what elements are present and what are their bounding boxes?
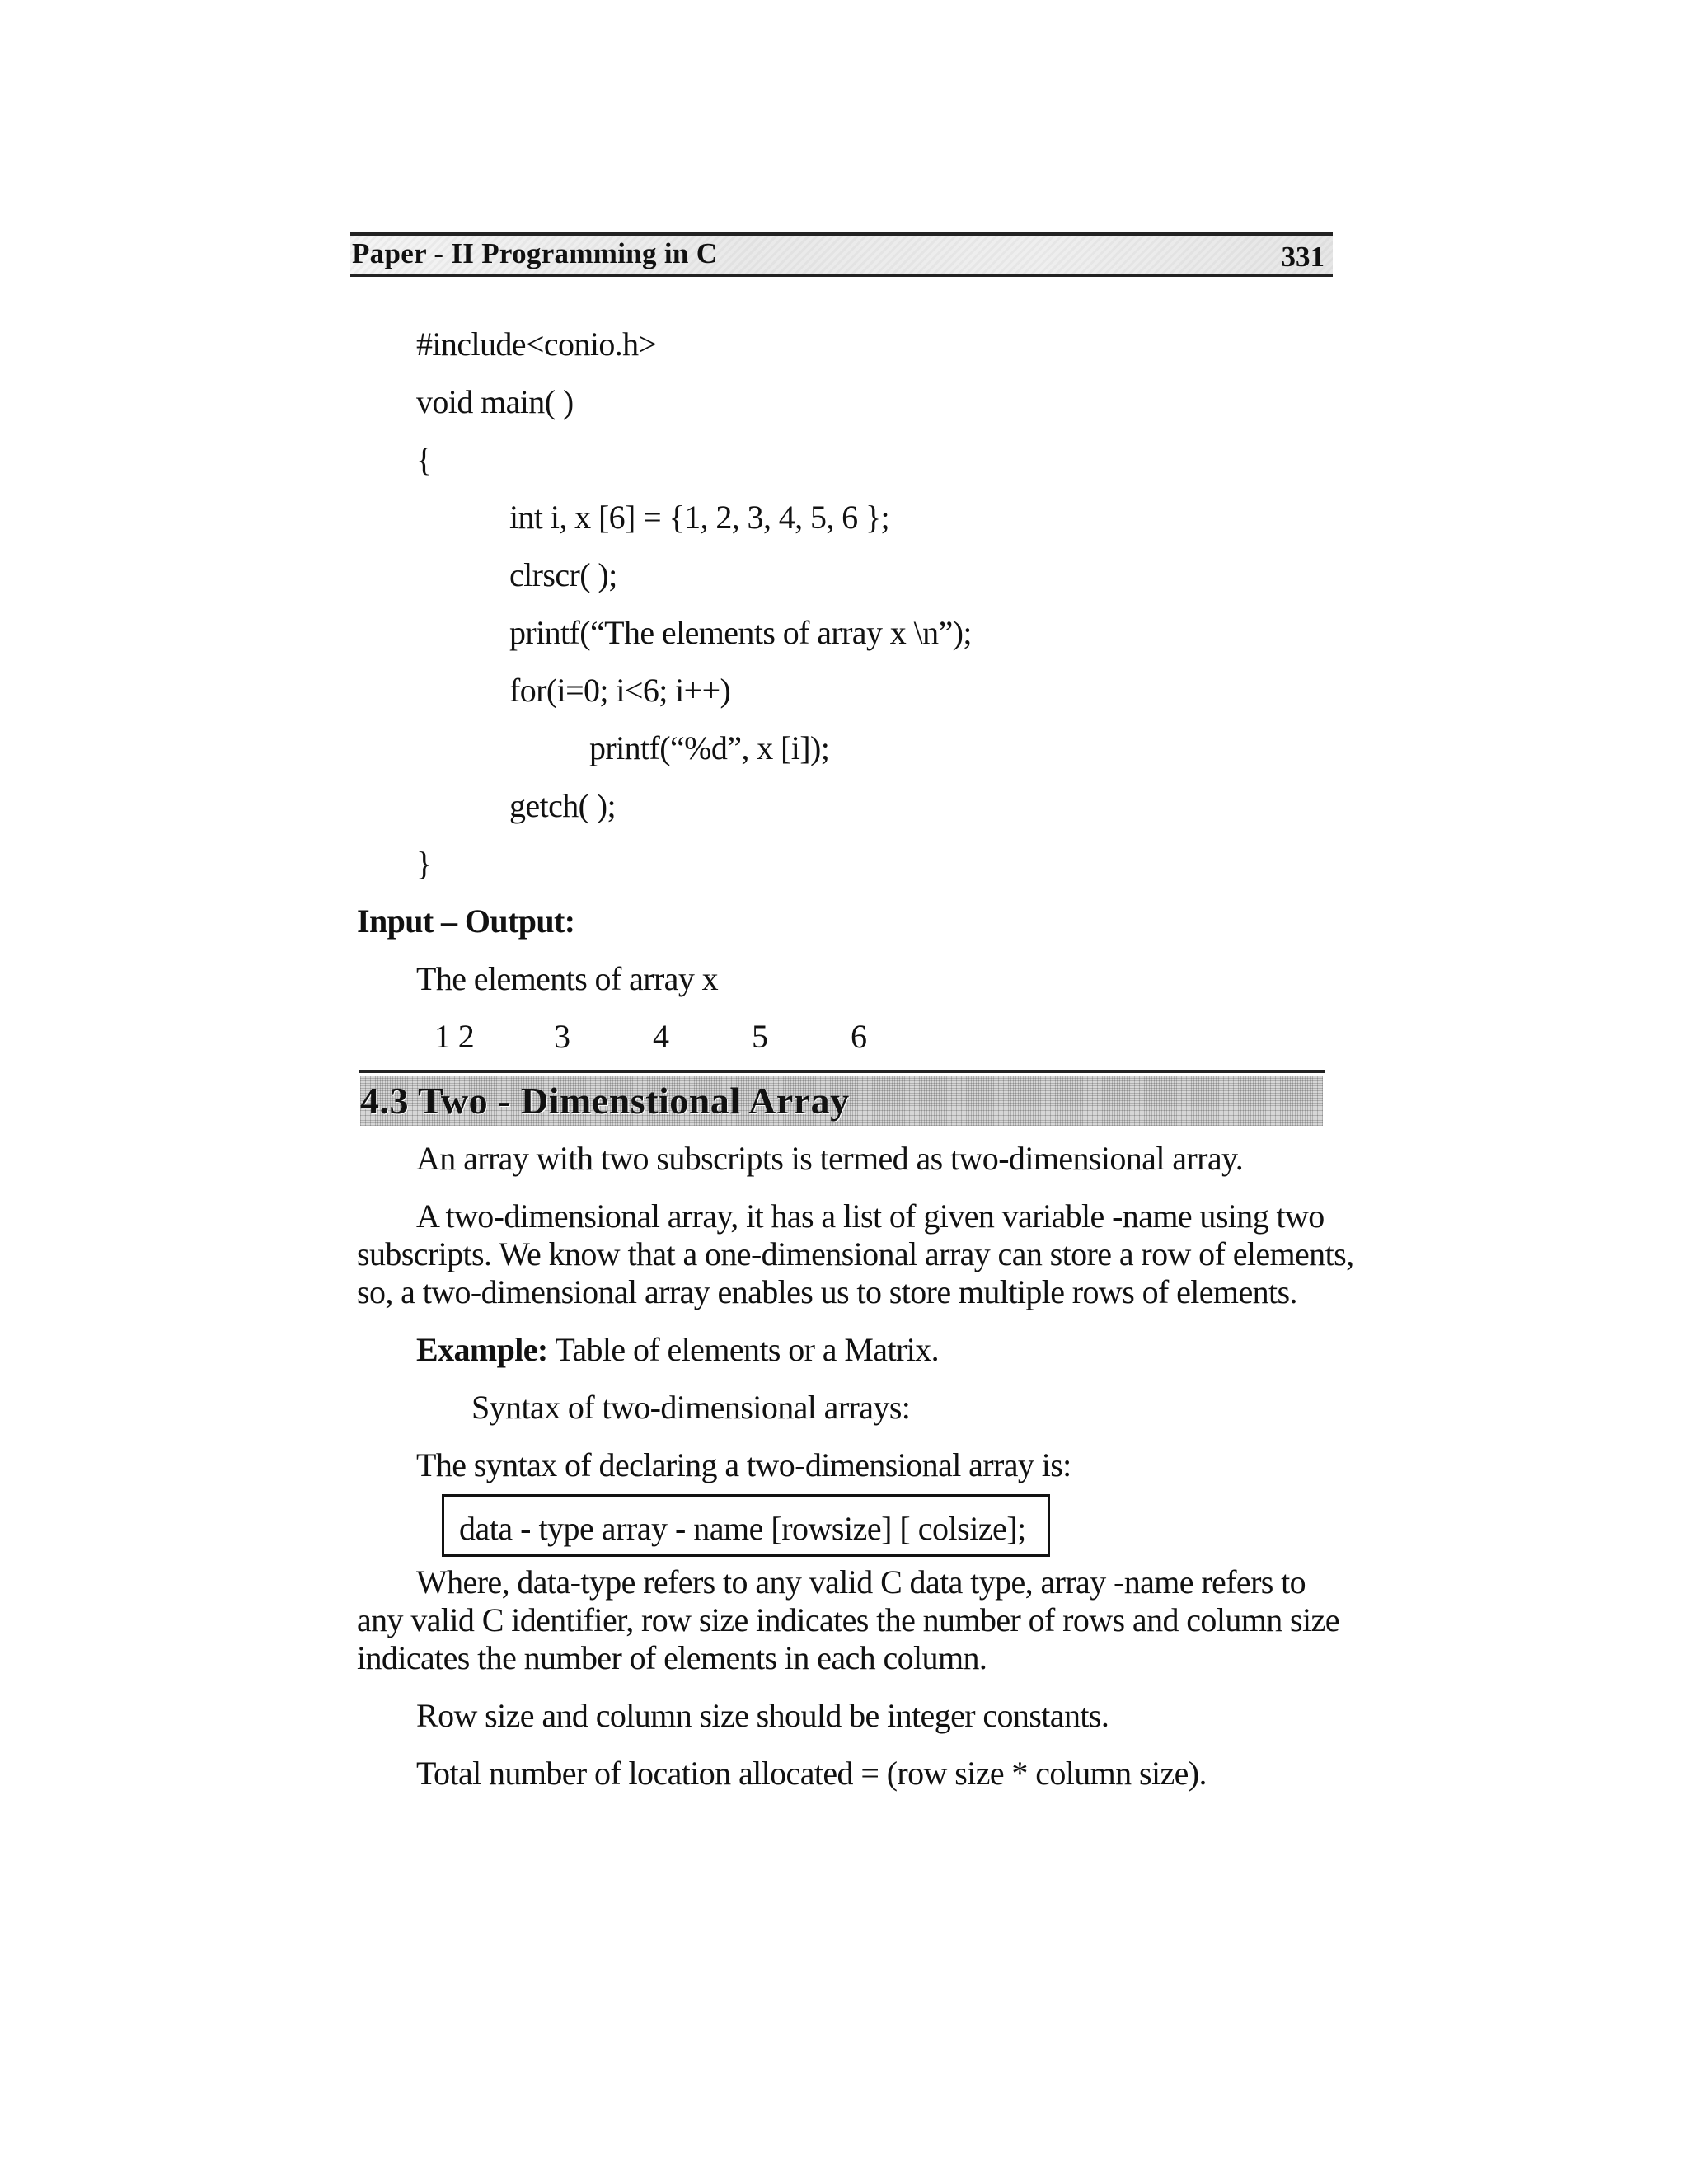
io-line: The elements of array x	[416, 960, 719, 997]
paragraph: Total number of location allocated = (row size * column size).	[416, 1755, 1207, 1792]
example-text: Table of elements or a Matrix.	[547, 1331, 940, 1368]
paragraph: An array with two subscripts is termed as two-dimensional array.	[416, 1140, 1244, 1177]
paragraph-line: so, a two-dimensional array enables us to store multiple rows of elements.	[357, 1273, 1297, 1310]
code-line: void main( )	[416, 383, 574, 420]
io-value: 1 2	[434, 1018, 475, 1055]
paragraph-line: A two-dimensional array, it has a list of given variable -name using two	[416, 1197, 1325, 1235]
code-line: getch( );	[509, 787, 616, 824]
io-value: 4	[653, 1018, 669, 1055]
paragraph-line: any valid C identifier, row size indicates the number of rows and column size	[357, 1601, 1339, 1638]
code-line: for(i=0; i<6; i++)	[509, 672, 731, 709]
paragraph-line: Where, data-type refers to any valid C data type, array -name refers to	[416, 1563, 1306, 1601]
syntax-box	[442, 1494, 1050, 1557]
page-number: 331	[1281, 241, 1325, 273]
io-value: 6	[851, 1018, 867, 1055]
code-line: clrscr( );	[509, 556, 617, 593]
io-heading: Input – Output:	[357, 902, 575, 940]
code-line: printf(“The elements of array x \n”);	[509, 614, 972, 651]
io-value: 3	[554, 1018, 570, 1055]
paragraph: Row size and column size should be integer constants.	[416, 1697, 1109, 1734]
running-header	[350, 232, 1333, 277]
code-line: printf(“%d”, x [i]);	[589, 729, 830, 766]
section-title: 4.3 Two - Dimenstional Array	[360, 1080, 850, 1122]
paragraph-line: subscripts. We know that a one-dimensional array can store a row of elements,	[357, 1235, 1354, 1272]
io-value: 5	[752, 1018, 768, 1055]
paragraph-line: indicates the number of elements in each column.	[357, 1639, 987, 1676]
code-line: }	[416, 845, 432, 882]
code-line: #include<conio.h>	[416, 326, 657, 363]
example-line	[416, 1333, 939, 1366]
syntax-intro: The syntax of declaring a two-dimensional array is:	[416, 1446, 1071, 1483]
header-title: Paper - II Programming in C	[352, 237, 718, 269]
syntax-heading: Syntax of two-dimensional arrays:	[471, 1389, 911, 1426]
code-line: int i, x [6] = {1, 2, 3, 4, 5, 6 };	[509, 499, 890, 536]
section-rule	[359, 1070, 1325, 1073]
code-line: {	[416, 441, 432, 478]
example-label: Example:	[416, 1331, 548, 1368]
syntax-text: data - type array - name [rowsize] [ colsize];	[459, 1510, 1026, 1547]
